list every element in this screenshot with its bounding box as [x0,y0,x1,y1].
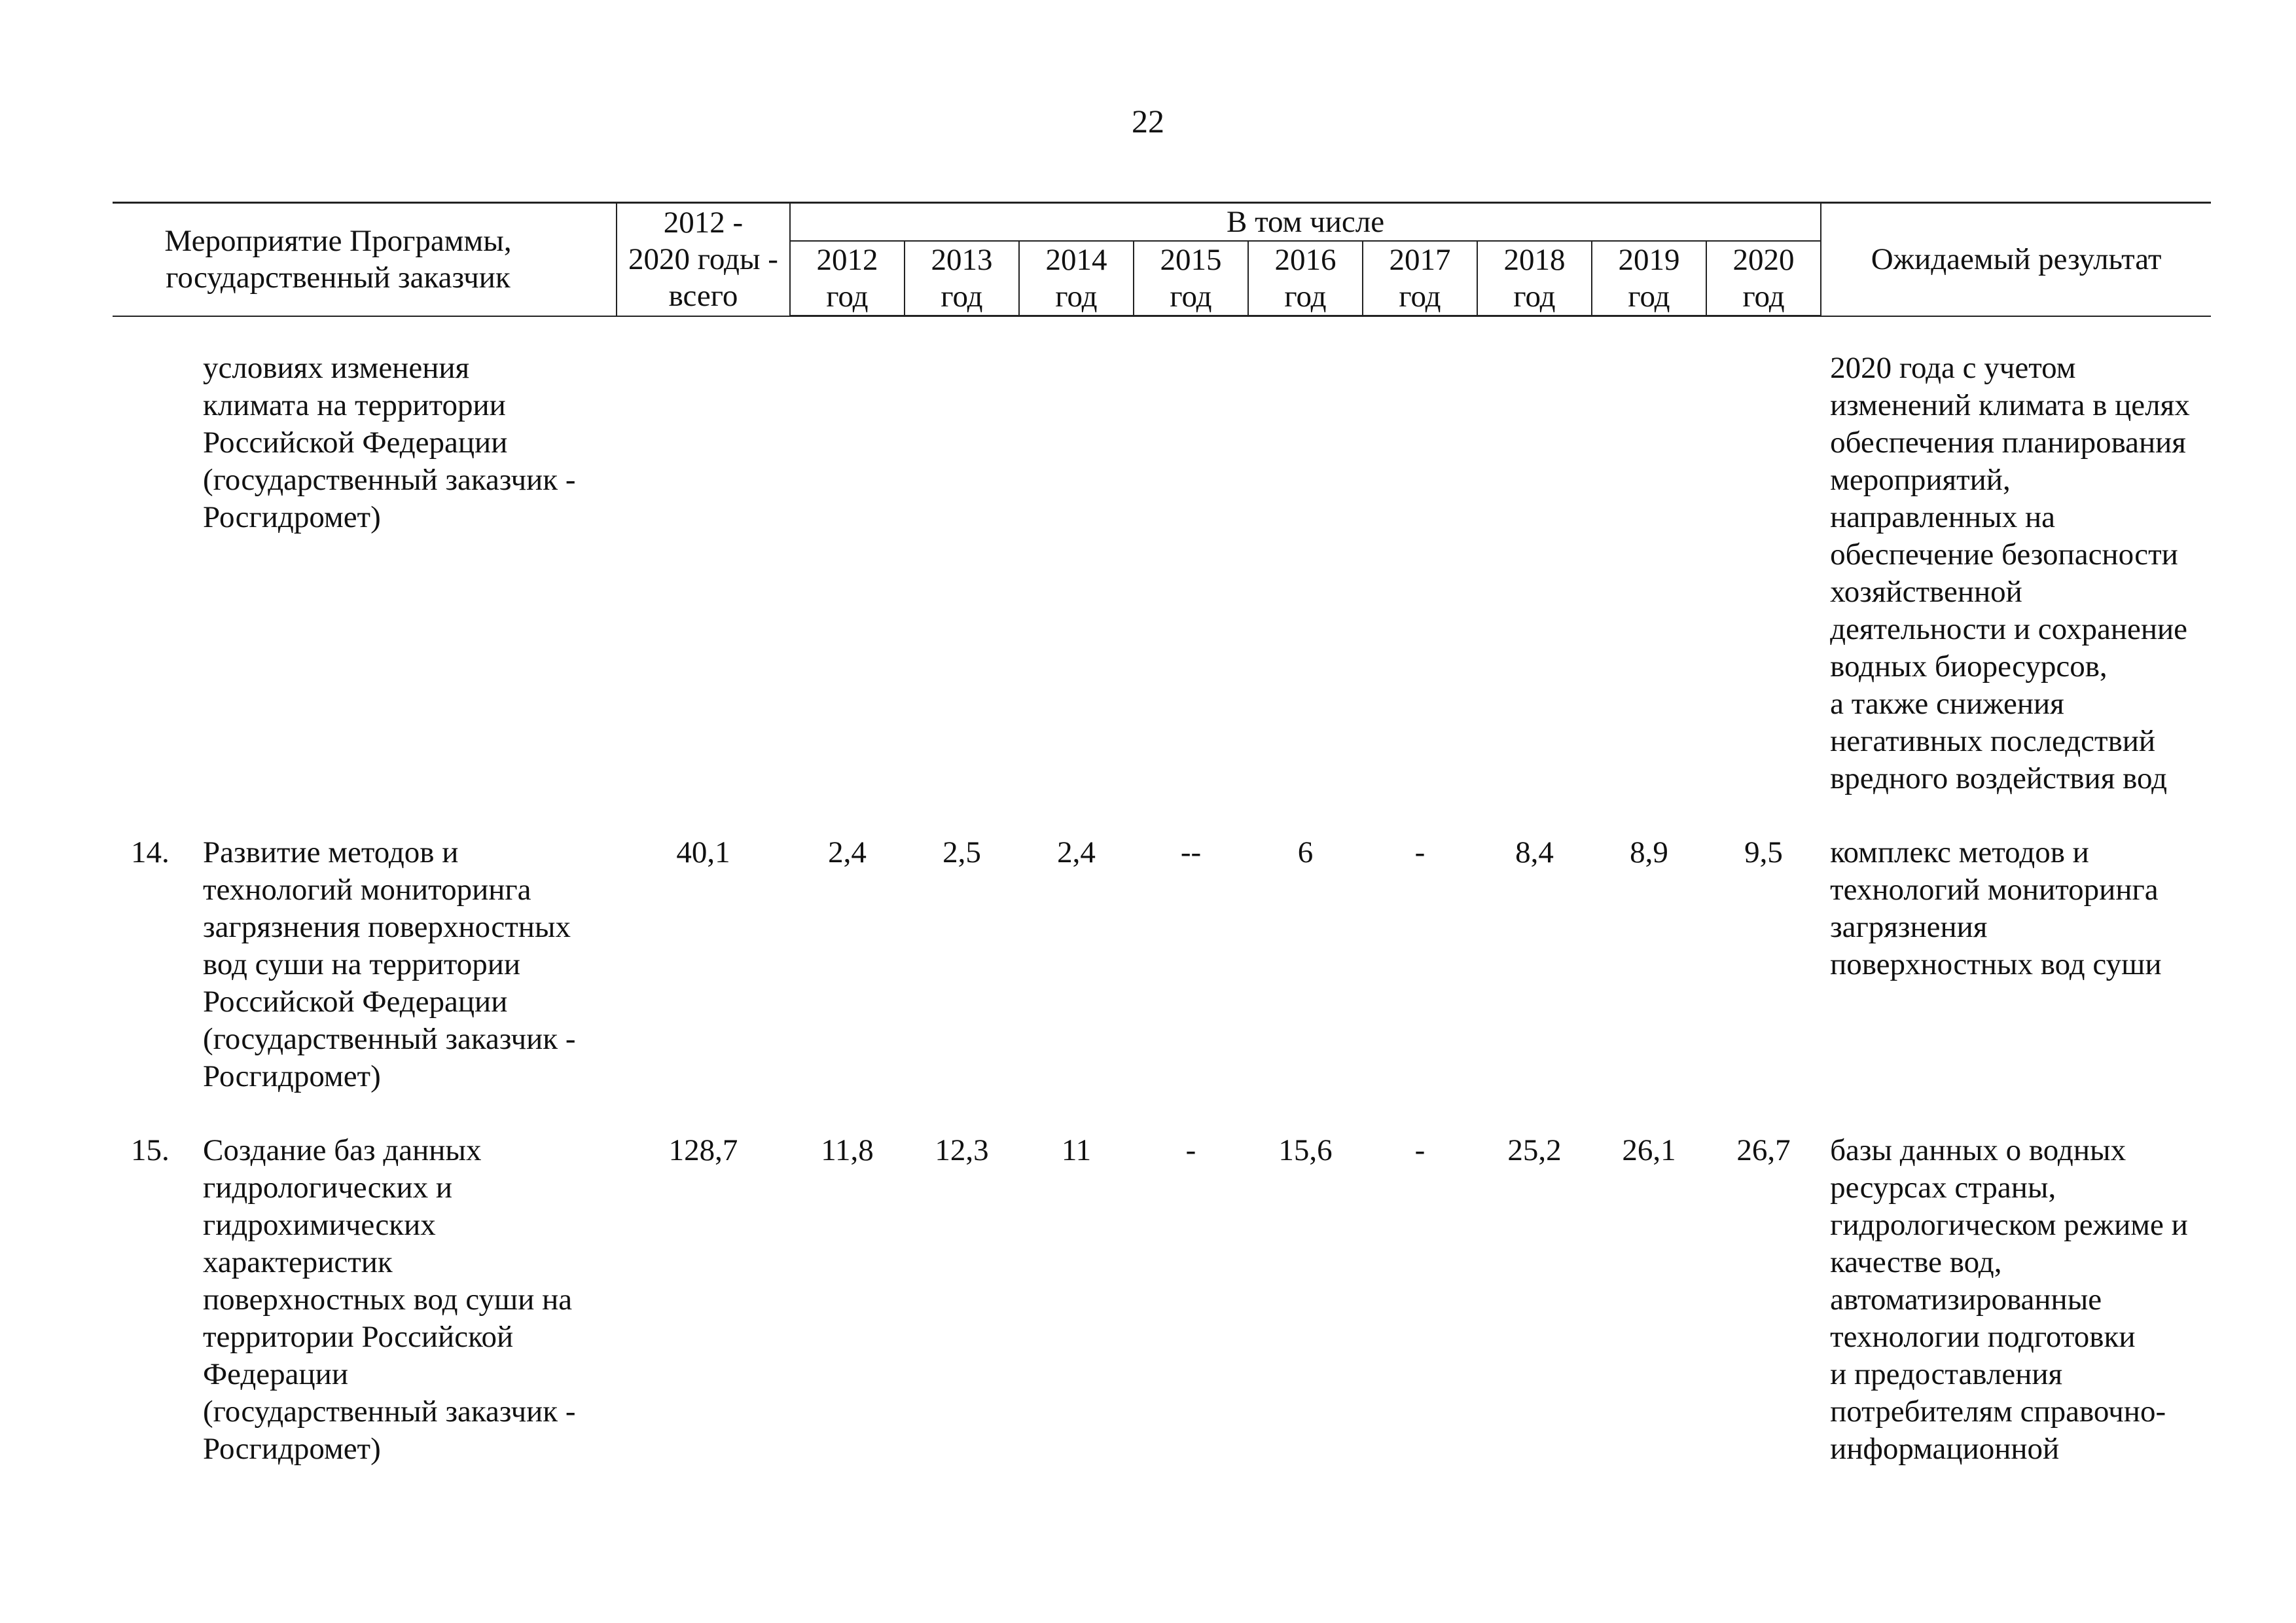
program-table [113,202,2211,1468]
year-value-cell: 6 [1297,835,1314,869]
year-value-cell [1706,350,1821,797]
year-value-cell: 8,9 [1630,835,1668,869]
table-header [113,203,2211,316]
header-year: 2016 год [1248,241,1363,316]
header-measure [113,203,617,316]
year-value-cell: 11 [1061,1133,1092,1167]
result-cell: базы данных о водных ресурсах страны, гидрологическом режиме и качестве вод, автоматизированные технологии подготовки и предоставления потребителям справочно- информационной [1830,1133,2188,1466]
header-year: 2019 год [1592,241,1706,316]
header-total-line1: 2012 - [663,206,744,240]
year-value-cell [1363,350,1477,797]
measure-text: Создание баз данных гидрологических и гидрохимических характеристик поверхностных вод суши на территории Российской Федерации (государственный заказчик - Росгидромет) [203,1133,576,1466]
header-measure-label: Мероприятие Программы, государственный заказчик [164,224,512,295]
year-value-cell: - [1414,1133,1426,1167]
measure-text: Развитие методов и технологий мониторинга загрязнения поверхностных вод суши на территории Российской Федерации (государственный заказчик - Росгидромет) [203,835,576,1093]
result-cell: 2020 года с учетом изменений климата в целях обеспечения планирования мероприятий, направленных на обеспечение безопасности хозяйственной деятельности и сохранение водных биоресурсов, а также снижения негативных последствий вредного воздействия вод [1830,351,2190,795]
year-value-cell [1477,350,1592,797]
header-year: 2013 год [905,241,1019,316]
year-value-cell [1019,350,1134,797]
total-cell [617,350,790,797]
year-value-cell [790,350,905,797]
year-value-cell: 25,2 [1507,1133,1562,1167]
year-value-cell [1134,350,1248,797]
header-year: 2020 год [1706,241,1821,316]
result-cell: комплекс методов и технологий мониторинга загрязнения поверхностных вод суши [1830,835,2162,981]
total-cell: 128,7 [668,1133,738,1167]
header-total-line2: 2020 годы - [628,242,778,277]
year-value-cell: 15,6 [1278,1133,1333,1167]
year-value-cell: 2,5 [942,835,981,869]
year-value-cell: 11,8 [821,1133,874,1167]
year-value-cell: 12,3 [935,1133,989,1167]
header-result: Ожидаемый результат [1821,203,2211,316]
row-number: 15. [131,1133,170,1167]
row-spacer [113,316,2211,350]
measure-cell [113,1132,617,1468]
year-value-cell: 26,7 [1736,1133,1791,1167]
year-value-cell: 26,1 [1622,1133,1676,1167]
year-value-cell: -- [1180,835,1202,869]
row-number: 14. [131,835,170,869]
header-year: 2014 год [1019,241,1134,316]
row-spacer [113,1095,2211,1132]
header-year: 2018 год [1477,241,1592,316]
header-year: 2015 год [1134,241,1248,316]
measure-cell [113,834,617,1095]
row-spacer [113,797,2211,834]
header-total [617,203,790,316]
year-value-cell: 2,4 [1057,835,1096,869]
year-value-cell [905,350,1019,797]
year-value-cell: 8,4 [1515,835,1554,869]
header-year: 2012 год [790,241,905,316]
header-total-line3: всего [668,279,738,314]
page-number: 22 [1132,103,1164,139]
year-value-cell [1248,350,1363,797]
year-value-cell [1592,350,1706,797]
table-body [113,316,2211,1468]
header-year: 2017 год [1363,241,1477,316]
year-value-cell: - [1185,1133,1196,1167]
measure-cell [113,350,617,797]
table-row [113,834,2211,1095]
total-cell: 40,1 [676,835,730,869]
table-row [113,1132,2211,1468]
table-row [113,350,2211,797]
measure-text: условиях изменения климата на территории Российской Федерации (государственный заказчик - Росгидромет) [203,351,576,534]
year-value-cell: 9,5 [1744,835,1783,869]
header-including: В том числе [790,203,1821,242]
year-value-cell: - [1414,835,1426,869]
year-value-cell: 2,4 [828,835,867,869]
